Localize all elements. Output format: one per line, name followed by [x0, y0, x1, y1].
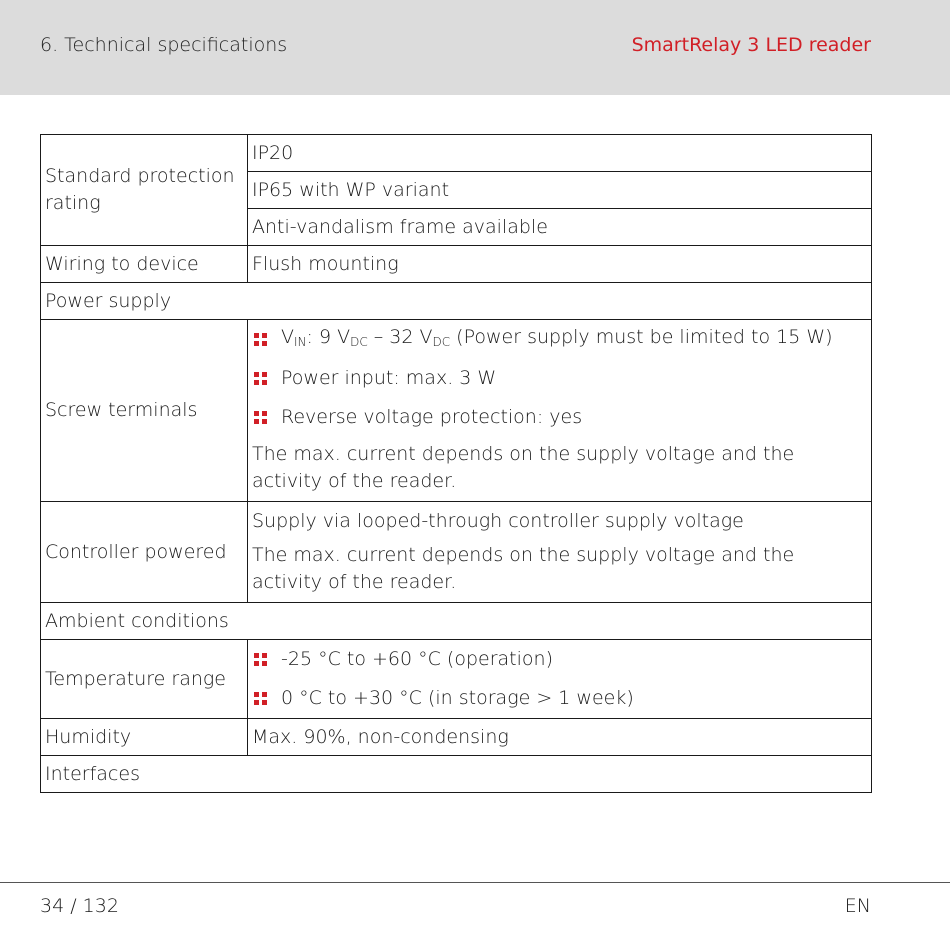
row-label: Humidity — [41, 719, 248, 756]
table-row — [41, 502, 872, 603]
table-row — [41, 283, 872, 320]
row-label: Wiring to device — [41, 246, 248, 283]
current-note: The max. current depends on the supply voltage and the activity of the reader. — [252, 443, 795, 492]
cell-value: Max. 90%, non-condensing — [248, 719, 872, 756]
reverse-voltage-text: Reverse voltage protection: yes — [281, 406, 583, 428]
page-header — [0, 0, 950, 95]
cell-value: IP20 — [248, 135, 872, 172]
table-row — [41, 719, 872, 756]
bullet-icon — [254, 333, 267, 346]
table-row — [41, 246, 872, 283]
cell-value: Anti-vandalism frame available — [248, 209, 872, 246]
list-item — [252, 398, 867, 437]
row-label: Screw terminals — [41, 320, 248, 502]
storage-temp-text: 0 °C to +30 °C (in storage > 1 week) — [281, 687, 634, 709]
language-code: EN — [844, 895, 871, 917]
vin-text: $V_{IN}$: 9 $V_{DC} - 32$ $V_{DC}$ (Power supply must be limited to 15 W) — [281, 325, 833, 349]
footer-divider — [0, 882, 950, 883]
power-input-text: Power input: max. 3 W — [281, 367, 497, 389]
list-item — [252, 679, 867, 718]
bullet-icon — [254, 692, 267, 705]
table-row — [41, 640, 872, 719]
operation-temp-text: -25 °C to +60 °C (operation) — [281, 648, 553, 670]
cell-value — [248, 640, 872, 719]
section-title: 6. Technical specifications — [40, 34, 288, 56]
cell-value — [248, 320, 872, 502]
cell-value — [248, 502, 872, 603]
table-row — [41, 320, 872, 502]
cell-value: IP65 with WP variant — [248, 172, 872, 209]
cell-value: Flush mounting — [248, 246, 872, 283]
bullet-icon — [254, 653, 267, 666]
table-row — [41, 756, 872, 793]
table-row — [41, 135, 872, 172]
section-heading: Ambient conditions — [41, 603, 872, 640]
current-note: The max. current depends on the supply voltage and the activity of the reader. — [252, 544, 795, 593]
bullet-icon — [254, 411, 267, 424]
row-label: Controller powered — [41, 502, 248, 603]
list-item — [252, 320, 867, 359]
section-heading: Power supply — [41, 283, 872, 320]
table-row — [41, 603, 872, 640]
supply-text: Supply via looped-through controller supply voltage — [252, 510, 744, 532]
spec-table — [40, 134, 872, 793]
product-name: SmartRelay 3 LED reader — [631, 34, 871, 56]
list-item — [252, 359, 867, 398]
bullet-icon — [254, 372, 267, 385]
page-number: 34 / 132 — [40, 895, 119, 917]
list-item — [252, 640, 867, 679]
row-label: Standard protection rating — [41, 135, 248, 246]
section-heading: Interfaces — [41, 756, 872, 793]
row-label: Temperature range — [41, 640, 248, 719]
